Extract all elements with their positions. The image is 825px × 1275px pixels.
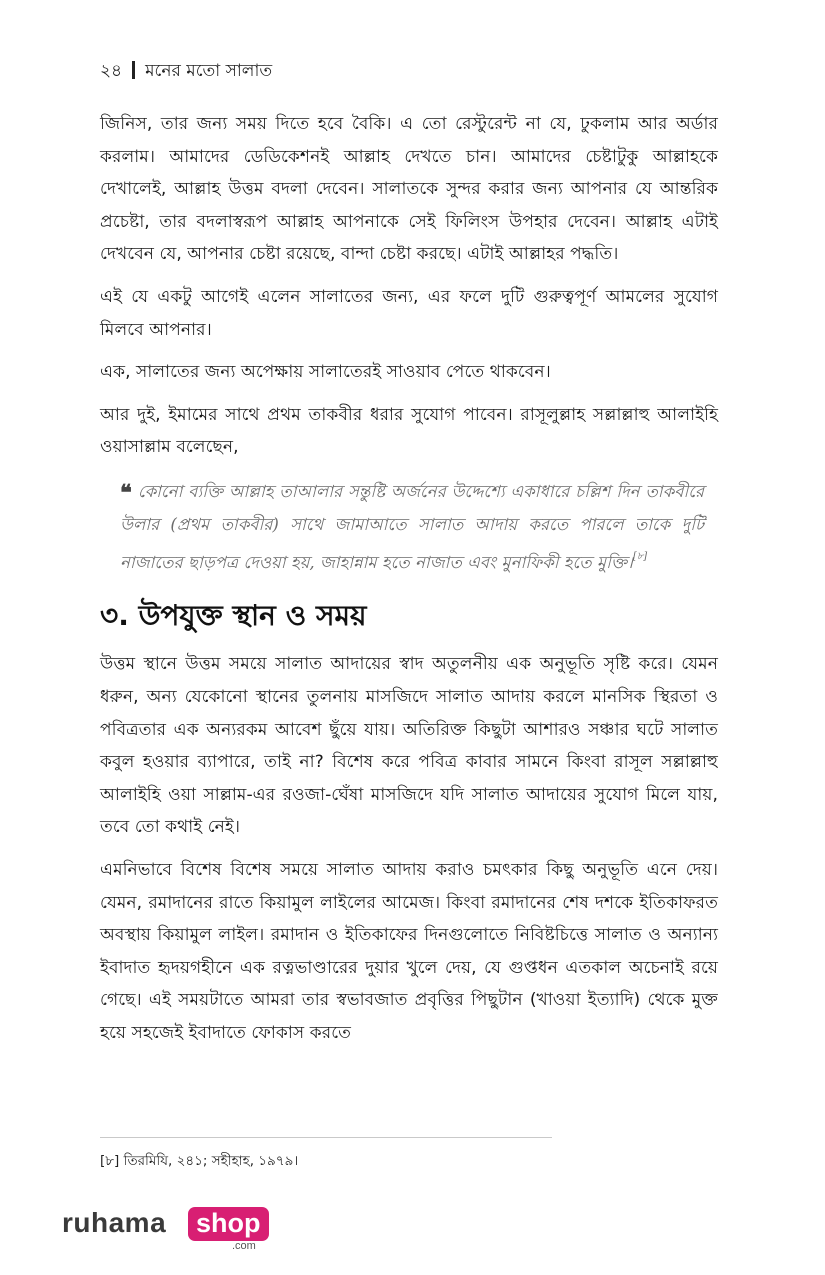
quote-mark: ❝	[120, 479, 132, 506]
logo-text-ruhama: ruhama	[62, 1207, 167, 1238]
footnote: [৮] তিরমিযি, ২৪১; সহীহাহ, ১৯৭৯।	[100, 1153, 299, 1169]
paragraph: জিনিস, তার জন্য সময় দিতে হবে বৈকি। এ তো রেস্টুরেন্ট না যে, ঢুকলাম আর অর্ডার করলাম। আমাদের ডেডিকেশনই আল্লাহ দেখতে চান। আমাদের চেষ্টাটুকু আল্লাহকে দেখালেই, আল্লাহ উত্তম বদলা দেবেন। সালাতকে সুন্দর করার জন্য আপনার যে আন্তরিক প্রচেষ্টা, তার বদলাস্বরূপ আল্লাহ আপনাকে সেই ফিলিংস উপহার দেবেন। আল্লাহ এটাই দেখবেন যে, আপনার চেষ্টা রয়েছে, বান্দা চেষ্টা করছে। এটাই আল্লাহর পদ্ধতি।	[100, 114, 718, 265]
book-title: মনের মতো সালাত	[145, 61, 273, 81]
footnote-reference: [৮]	[632, 550, 648, 562]
section-heading: ৩. উপযুক্ত স্থান ও সময়	[100, 599, 367, 633]
header-divider	[132, 61, 135, 79]
paragraph: এক, সালাতের জন্য অপেক্ষায় সালাতেরই সাওয়াব পেতে থাকবেন।	[100, 362, 551, 383]
quote-text: কোনো ব্যক্তি আল্লাহ তাআলার সন্তুষ্টি অর্জনের উদ্দেশ্যে একাধারে চল্লিশ দিন তাকবীরে উলার (প্রথম তাকবীর) সাথে জামাআতে সালাত আদায় করতে পারলে তাকে দুটি নাজাতের ছাড়পত্র দেওয়া হয়, জাহান্নাম হতে নাজাত এবং মুনাফিকী হতে মুক্তি।	[120, 481, 704, 572]
paragraph: এই যে একটু আগেই এলেন সালাতের জন্য, এর ফলে দুটি গুরুত্বপূর্ণ আমলের সুযোগ মিলবে আপনার।	[100, 286, 718, 340]
logo-text-domain: .com	[232, 1240, 256, 1252]
logo-text-shop: shop	[188, 1207, 269, 1241]
main-text	[100, 108, 718, 1060]
paragraph: আর দুই, ইমামের সাথে প্রথম তাকবীর ধরার সুযোগ পাবেন। রাসূলুল্লাহ সল্লাল্লাহু আলাইহি ওয়াসাল্লাম বলেছেন,	[100, 404, 718, 458]
paragraph: এমনিভাবে বিশেষ বিশেষ সময়ে সালাত আদায় করাও চমৎকার কিছু অনুভূতি এনে দেয়। যেমন, রমাদানের রাতে কিয়ামুল লাইলের আমেজ। কিংবা রমাদানের শেষ দশকে ইতিকাফরত অবস্থায় কিয়ামুল লাইল। রমাদান ও ইতিকাফের দিনগুলোতে নিবিষ্টচিত্তে সালাত ও অন্যান্য ইবাদাত হৃদয়গহীনে এক রত্নভাণ্ডারের দুয়ার খুলে দেয়, যে গুপ্তধন এতকাল অচেনাই রয়ে গেছে। এই সময়টাতে আমরা তার স্বভাবজাত প্রবৃত্তির পিছুটান (খাওয়া ইত্যাদি) থেকে মুক্ত হয়ে সহজেই ইবাদাতে ফোকাস করতে	[100, 860, 718, 1043]
paragraph: উত্তম স্থানে উত্তম সময়ে সালাত আদায়ের স্বাদ অতুলনীয় এক অনুভূতি সৃষ্টি করে। যেমন ধরুন, অন্য যেকোনো স্থানের তুলনায় মাসজিদে সালাত আদায় করলে মানসিক স্থিরতা ও পবিত্রতার এক অন্যরকম আবেশ ছুঁয়ে যায়। অতিরিক্ত কিছুটা আশারও সঞ্চার ঘটে সালাত কবুল হওয়ার ব্যাপারে, তাই না? বিশেষ করে পবিত্র কাবার সামনে কিংবা রাসূল সল্লাল্লাহু আলাইহি ওয়া সাল্লাম-এর রওজা-ঘেঁষা মাসজিদে যদি সালাত আদায়ের সুযোগ মিলে যায়, তবে তো কথাই নেই।	[100, 654, 718, 838]
running-header	[100, 58, 272, 86]
footnote-divider	[100, 1137, 552, 1138]
page-number: ২৪	[100, 61, 123, 81]
hadith-quote	[120, 476, 704, 579]
